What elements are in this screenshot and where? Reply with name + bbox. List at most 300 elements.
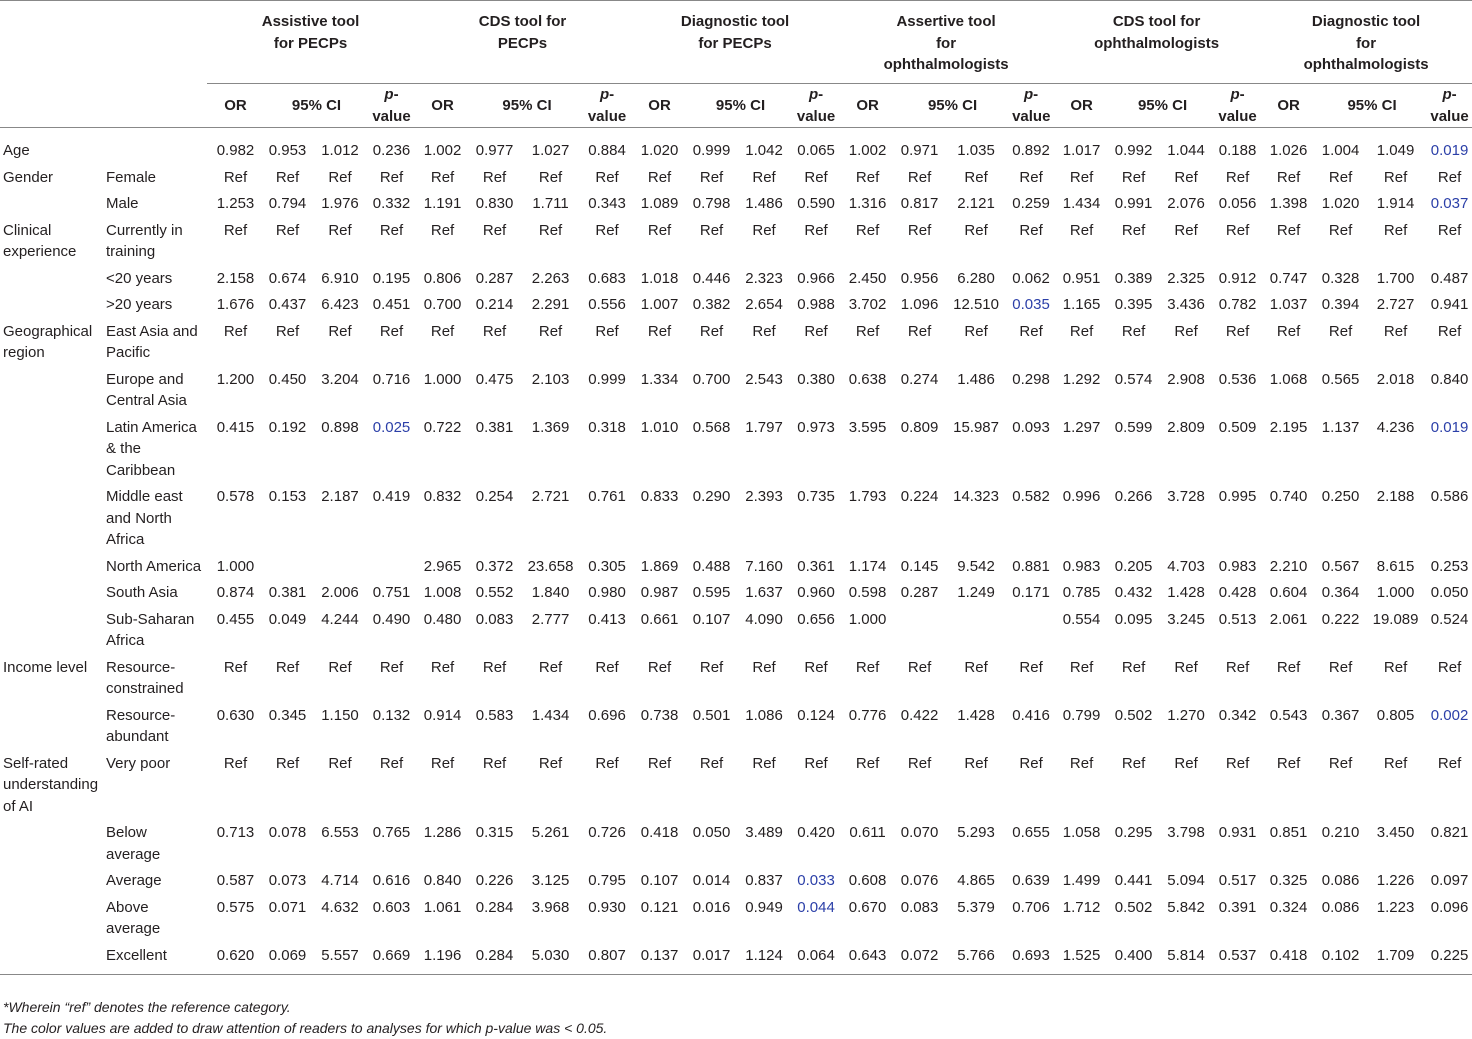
ci-upper: 5.766 [943,942,1009,975]
row-category [0,366,103,414]
ci-upper: 6.910 [321,269,359,287]
table-row [0,894,1472,942]
p-value: 0.050 [1430,584,1469,601]
or-value: 0.418 [640,824,679,841]
ci-upper: 5.379 [957,898,995,916]
ci-lower: 0.953 [268,142,307,159]
or-value: 1.061 [423,898,462,916]
p-rest: -value [796,86,836,125]
p-value: 0.706 [1012,898,1050,916]
ci-lower: 0.205 [1114,557,1153,575]
p-value: 0.807 [583,942,631,975]
p-value: 0.765 [372,824,411,841]
p-value: 0.025 [372,418,411,436]
row-subcategory: Currently in training [106,221,183,260]
ci-upper: Ref [538,168,563,186]
p-value: 0.966 [797,269,835,287]
row-subcategory: Female [106,168,157,186]
ci-upper: 1.124 [735,942,793,975]
p-value: Ref [1437,221,1462,239]
group-header-label [262,11,360,54]
ci-lower: 0.502 [1114,898,1153,916]
p-value: 0.881 [1012,557,1050,575]
ci-upper: Ref [328,322,352,340]
ci-upper: 5.842 [1167,898,1205,916]
ci-lower: 0.992 [1114,142,1153,159]
ci-lower: 0.214 [475,296,514,313]
ci-lower: Ref [1328,754,1353,772]
row-category [0,942,103,975]
group-header-line: PECPs [497,34,548,52]
ci-header: 95% CI [688,84,793,128]
p-value: 0.019 [1430,142,1469,159]
p-value-header [1427,84,1472,128]
or-value: 2.195 [1269,418,1308,436]
p-value: 0.259 [1012,195,1050,212]
ci-lower: 0.400 [1110,942,1157,975]
p-value: Ref [595,322,619,340]
p-value: 0.361 [797,557,835,575]
ci-lower: 1.004 [1321,142,1360,159]
p-value [369,553,414,580]
ci-upper: 3.436 [1167,296,1205,313]
ci-upper: 1.035 [957,142,995,159]
p-value: 0.093 [1012,418,1050,436]
p-value: Ref [804,168,828,186]
p-italic: p [808,86,819,103]
p-value: 0.033 [797,872,835,889]
p-value: Ref [1019,658,1043,676]
p-value: 0.912 [1218,269,1257,287]
group-header-line: for [936,34,957,52]
p-value: 0.751 [372,584,411,601]
ci-upper: 1.914 [1376,195,1415,212]
or-value: Ref [855,658,880,676]
or-value: 0.480 [423,610,462,628]
or-header: OR [414,84,471,128]
or-value: 0.418 [1260,942,1317,975]
p-value: 0.795 [588,872,626,889]
ci-lower: 0.674 [268,269,307,287]
or-value: 0.455 [216,610,255,628]
row-category: Age [3,142,30,159]
ci-lower: Ref [1328,168,1353,186]
ci-upper: 2.543 [745,370,783,388]
p-value: 0.451 [372,296,411,313]
ci-lower: 0.574 [1114,370,1153,388]
or-value: 0.982 [216,142,255,159]
p-value: 0.999 [588,370,626,388]
ci-upper: 2.323 [745,269,783,287]
ci-upper: 14.323 [953,488,999,505]
ci-upper: 1.027 [531,142,570,159]
table-body [0,128,1472,975]
p-value: Ref [1019,168,1043,186]
ci-lower: 0.016 [692,898,731,916]
or-value: 1.002 [423,142,462,159]
ci-lower: Ref [1121,168,1146,186]
or-value: 0.543 [1269,706,1308,724]
or-value: Ref [223,322,248,340]
ci-upper: 4.703 [1167,557,1205,575]
ci-lower: Ref [907,221,932,239]
group-header-label [479,11,567,54]
ci-upper: 1.049 [1376,142,1415,159]
table-row [0,606,1472,654]
ci-upper: 8.615 [1376,557,1415,575]
table-row [0,942,1472,975]
p-italic: p [384,86,394,103]
p-value: 0.683 [588,269,626,287]
ci-lower: Ref [482,221,507,239]
row-category [0,483,103,553]
ci-upper: 2.727 [1376,296,1415,313]
ci-lower: 0.107 [692,610,731,628]
table-row [0,217,1472,265]
ci-lower: Ref [699,221,724,239]
or-value: 0.620 [207,942,264,975]
p-value: 0.930 [588,898,626,916]
ci-upper: 3.245 [1167,610,1205,628]
ci-lower: 0.050 [692,824,731,841]
header-blank [0,1,207,84]
row-subcategory: South Asia [106,584,178,601]
p-value: 0.892 [1012,142,1050,159]
ci-lower: Ref [1121,754,1146,772]
ci-lower: 0.014 [692,872,731,889]
ci-lower: 0.224 [900,488,939,505]
table-row [0,654,1472,702]
ci-upper: Ref [1174,168,1198,186]
or-value: 0.738 [640,706,679,724]
p-value: Ref [379,221,404,239]
ci-lower: 1.137 [1321,418,1360,436]
or-value: 3.595 [848,418,887,436]
or-value: 0.661 [640,610,679,628]
ci-lower: 0.284 [475,898,514,916]
or-header: OR [1053,84,1110,128]
ci-upper: 3.450 [1376,824,1415,841]
ci-upper: 1.270 [1167,706,1205,724]
group-header-2 [631,1,839,84]
footnote-ref: *Wherein “ref” denotes the reference category. [3,999,291,1015]
ci-lower: Ref [482,168,507,186]
p-value: 0.537 [1215,942,1260,975]
ci-upper: 6.423 [321,296,359,313]
ci-lower: 0.432 [1114,584,1153,601]
p-value: 0.586 [1430,488,1469,505]
ci-lower: Ref [275,221,300,239]
p-value-header [1215,84,1260,128]
or-value: 0.776 [848,706,887,724]
group-header-label [1094,11,1219,54]
ci-upper: Ref [1383,168,1408,186]
or-value: 0.785 [1062,584,1101,601]
table-row [0,750,1472,820]
ci-lower: Ref [907,322,932,340]
ci-upper: 2.393 [745,488,783,505]
p-value: 0.342 [1218,706,1257,724]
ci-lower: 0.078 [268,824,307,841]
ci-lower: Ref [275,322,300,340]
p-italic: p [599,86,610,103]
ci-lower: 0.971 [900,142,939,159]
ci-upper: 3.489 [745,824,783,841]
ci-upper: 2.103 [531,370,570,388]
or-value: 0.611 [849,824,886,841]
or-value: 0.643 [839,942,896,975]
ci-upper: 2.325 [1167,269,1205,287]
ci-lower: 0.441 [1114,872,1153,889]
ci-upper: Ref [1174,221,1198,239]
p-value: 0.782 [1218,296,1257,313]
ci-upper: 4.244 [321,610,359,628]
or-value: 0.987 [640,584,679,601]
ci-upper: 1.249 [957,584,995,601]
p-value: 0.726 [588,824,626,841]
ci-lower: 0.367 [1321,706,1360,724]
ci-upper: 2.721 [531,488,570,505]
ci-lower: 0.086 [1321,898,1360,916]
or-value: 2.450 [848,269,887,287]
ci-lower: 0.086 [1321,872,1360,889]
row-subcategory: Average [106,872,162,889]
p-rest: -value [372,86,411,125]
or-value: 1.002 [848,142,887,159]
ci-upper: 2.263 [531,269,570,287]
group-header-line: CDS tool for [478,13,567,30]
group-header-line: for PECPs [273,34,348,52]
p-value: 0.416 [1012,706,1050,724]
ci-upper: 4.714 [321,872,359,889]
or-value: 1.196 [414,942,471,975]
ci-lower: 0.502 [1114,706,1153,724]
p-value: Ref [595,221,619,239]
p-value: Ref [595,168,619,186]
ci-header: 95% CI [896,84,1009,128]
ci-upper: 1.150 [321,706,359,724]
ci-upper: 9.542 [957,557,995,575]
ci-upper: 5.261 [531,824,570,841]
p-value: Ref [1225,221,1250,239]
or-value: 0.325 [1269,872,1308,889]
p-value: 0.616 [372,872,411,889]
or-value: Ref [1276,221,1301,239]
ci-lower: 0.700 [692,370,731,388]
ci-lower: 0.381 [475,418,514,436]
ci-lower: 0.222 [1321,610,1360,628]
p-value: 0.419 [372,488,411,505]
or-value: Ref [855,168,880,186]
ci-lower: 0.382 [692,296,731,313]
ci-lower: Ref [699,168,724,186]
row-category [0,265,103,292]
ci-upper: 2.006 [321,584,359,601]
ci-lower: 0.798 [692,195,731,212]
or-value: 1.200 [216,370,255,388]
ci-upper: Ref [964,322,988,340]
ci-lower: 0.450 [268,370,307,388]
ci-upper: Ref [538,322,563,340]
ci-upper: Ref [964,221,988,239]
or-value: 1.869 [640,557,679,575]
ci-upper: Ref [538,754,563,772]
p-value: 0.509 [1218,418,1257,436]
or-value: 0.137 [631,942,688,975]
p-value: 0.035 [1012,296,1050,313]
p-value: 0.735 [797,488,835,505]
row-category [0,291,103,318]
or-value: 0.121 [640,898,679,916]
ci-upper: 23.658 [527,557,574,575]
p-value: 0.019 [1430,418,1469,436]
ci-lower: 0.381 [268,584,307,601]
ci-upper: 19.089 [1372,610,1419,628]
ci-header: 95% CI [471,84,583,128]
p-value: 0.655 [1012,824,1050,841]
ci-upper: Ref [1174,322,1198,340]
or-value: Ref [1276,658,1301,676]
ci-upper: 5.814 [1157,942,1215,975]
or-value: Ref [430,658,455,676]
or-value: Ref [1276,754,1301,772]
p-value: 0.517 [1218,872,1257,889]
ci-lower: Ref [699,658,724,676]
or-value: Ref [223,221,248,239]
p-value: 0.132 [372,706,411,724]
or-value: 1.018 [640,269,679,287]
ci-lower: 0.145 [900,557,939,575]
or-value: 0.608 [848,872,887,889]
ci-lower: 0.394 [1321,296,1360,313]
table-row [0,318,1472,366]
or-value: Ref [1276,322,1301,340]
ci-upper: Ref [538,221,563,239]
group-header-line: CDS tool for [1112,13,1201,30]
p-value: 0.840 [1430,370,1469,388]
ci-upper: 1.797 [745,418,783,436]
or-value: Ref [1069,168,1094,186]
or-value: 1.165 [1062,296,1101,313]
ci-upper: 1.042 [745,142,783,159]
or-value: 0.951 [1062,269,1101,287]
ci-lower: 0.991 [1114,195,1153,212]
p-value: 0.884 [588,142,626,159]
row-subcategory: Resource-constrained [106,658,184,697]
ci-lower: 0.809 [900,418,939,436]
p-value: 0.318 [588,418,626,436]
p-value: 0.124 [797,706,835,724]
ci-lower: 0.583 [475,706,514,724]
p-value: 0.380 [797,370,835,388]
ci-upper: 1.000 [1376,584,1415,601]
ci-upper: Ref [752,168,776,186]
p-value: 0.716 [372,370,411,388]
ci-lower: 0.083 [475,610,514,628]
or-value: 0.638 [848,370,887,388]
row-subcategory: Below average [106,824,161,863]
row-category: Income level [3,658,88,676]
ci-lower: Ref [482,658,507,676]
ci-upper: 0.949 [745,898,783,916]
or-value: 2.210 [1269,557,1308,575]
ci-upper: 1.486 [957,370,995,388]
or-value: 0.833 [640,488,679,505]
p-value: 0.603 [372,898,411,916]
or-value: 1.020 [640,142,679,159]
table-row [0,265,1472,292]
or-value: 1.000 [216,557,255,575]
p-value: 0.171 [1012,584,1050,601]
table-row [0,291,1472,318]
ci-lower: Ref [1328,658,1353,676]
p-italic: p [1230,86,1240,103]
p-italic: p [1023,86,1034,103]
group-header-row [0,1,1472,84]
ci-upper: 15.987 [953,418,999,436]
ci-upper: 4.865 [957,872,995,889]
ci-upper: 4.632 [321,898,359,916]
ci-lower: 0.095 [1114,610,1153,628]
p-value: Ref [1437,168,1462,186]
group-header-line: Assistive tool [261,13,360,30]
p-value: 0.298 [1012,370,1050,388]
p-rest: -value [587,86,627,125]
or-value: Ref [1069,322,1094,340]
or-value: 1.525 [1053,942,1110,975]
ci-lower: 1.096 [900,296,939,313]
p-value: Ref [595,754,619,772]
ci-lower: 0.999 [692,142,731,159]
ci-lower: Ref [907,658,932,676]
group-header-label [1304,11,1429,76]
or-value: 1.010 [640,418,679,436]
or-value: 1.191 [423,195,462,212]
table-row [0,190,1472,217]
or-header: OR [1260,84,1317,128]
ci-upper: 2.018 [1376,370,1415,388]
p-value: 0.236 [372,142,411,159]
p-value: 0.487 [1430,269,1469,287]
ci-lower: 0.565 [1321,370,1360,388]
row-subcategory: North America [106,557,202,575]
or-value: Ref [1276,168,1301,186]
p-value: 0.343 [588,195,626,212]
ci-lower: 0.446 [692,269,731,287]
or-value: 0.740 [1269,488,1308,505]
or-value: Ref [430,168,455,186]
or-value: 0.996 [1062,488,1101,505]
or-value: Ref [430,322,455,340]
table-row [0,702,1472,750]
or-value: 1.676 [216,296,255,313]
ci-upper: 0.898 [321,418,359,436]
p-value: Ref [1437,658,1462,676]
ci-upper: 2.121 [957,195,995,212]
group-header-3 [839,1,1053,84]
p-value: Ref [1225,322,1250,340]
ci-upper: Ref [964,658,988,676]
p-value: 0.524 [1430,610,1469,628]
footnote-color: The color values are added to draw attention of readers to analyses for which p-value was < 0.05. [3,1020,608,1036]
row-category: Geographical region [3,322,93,361]
p-value: 0.983 [1218,557,1257,575]
ci-lower: 0.274 [900,370,939,388]
or-value: Ref [855,754,880,772]
ci-lower [264,553,311,580]
p-value-header [369,84,414,128]
ci-lower: Ref [907,168,932,186]
